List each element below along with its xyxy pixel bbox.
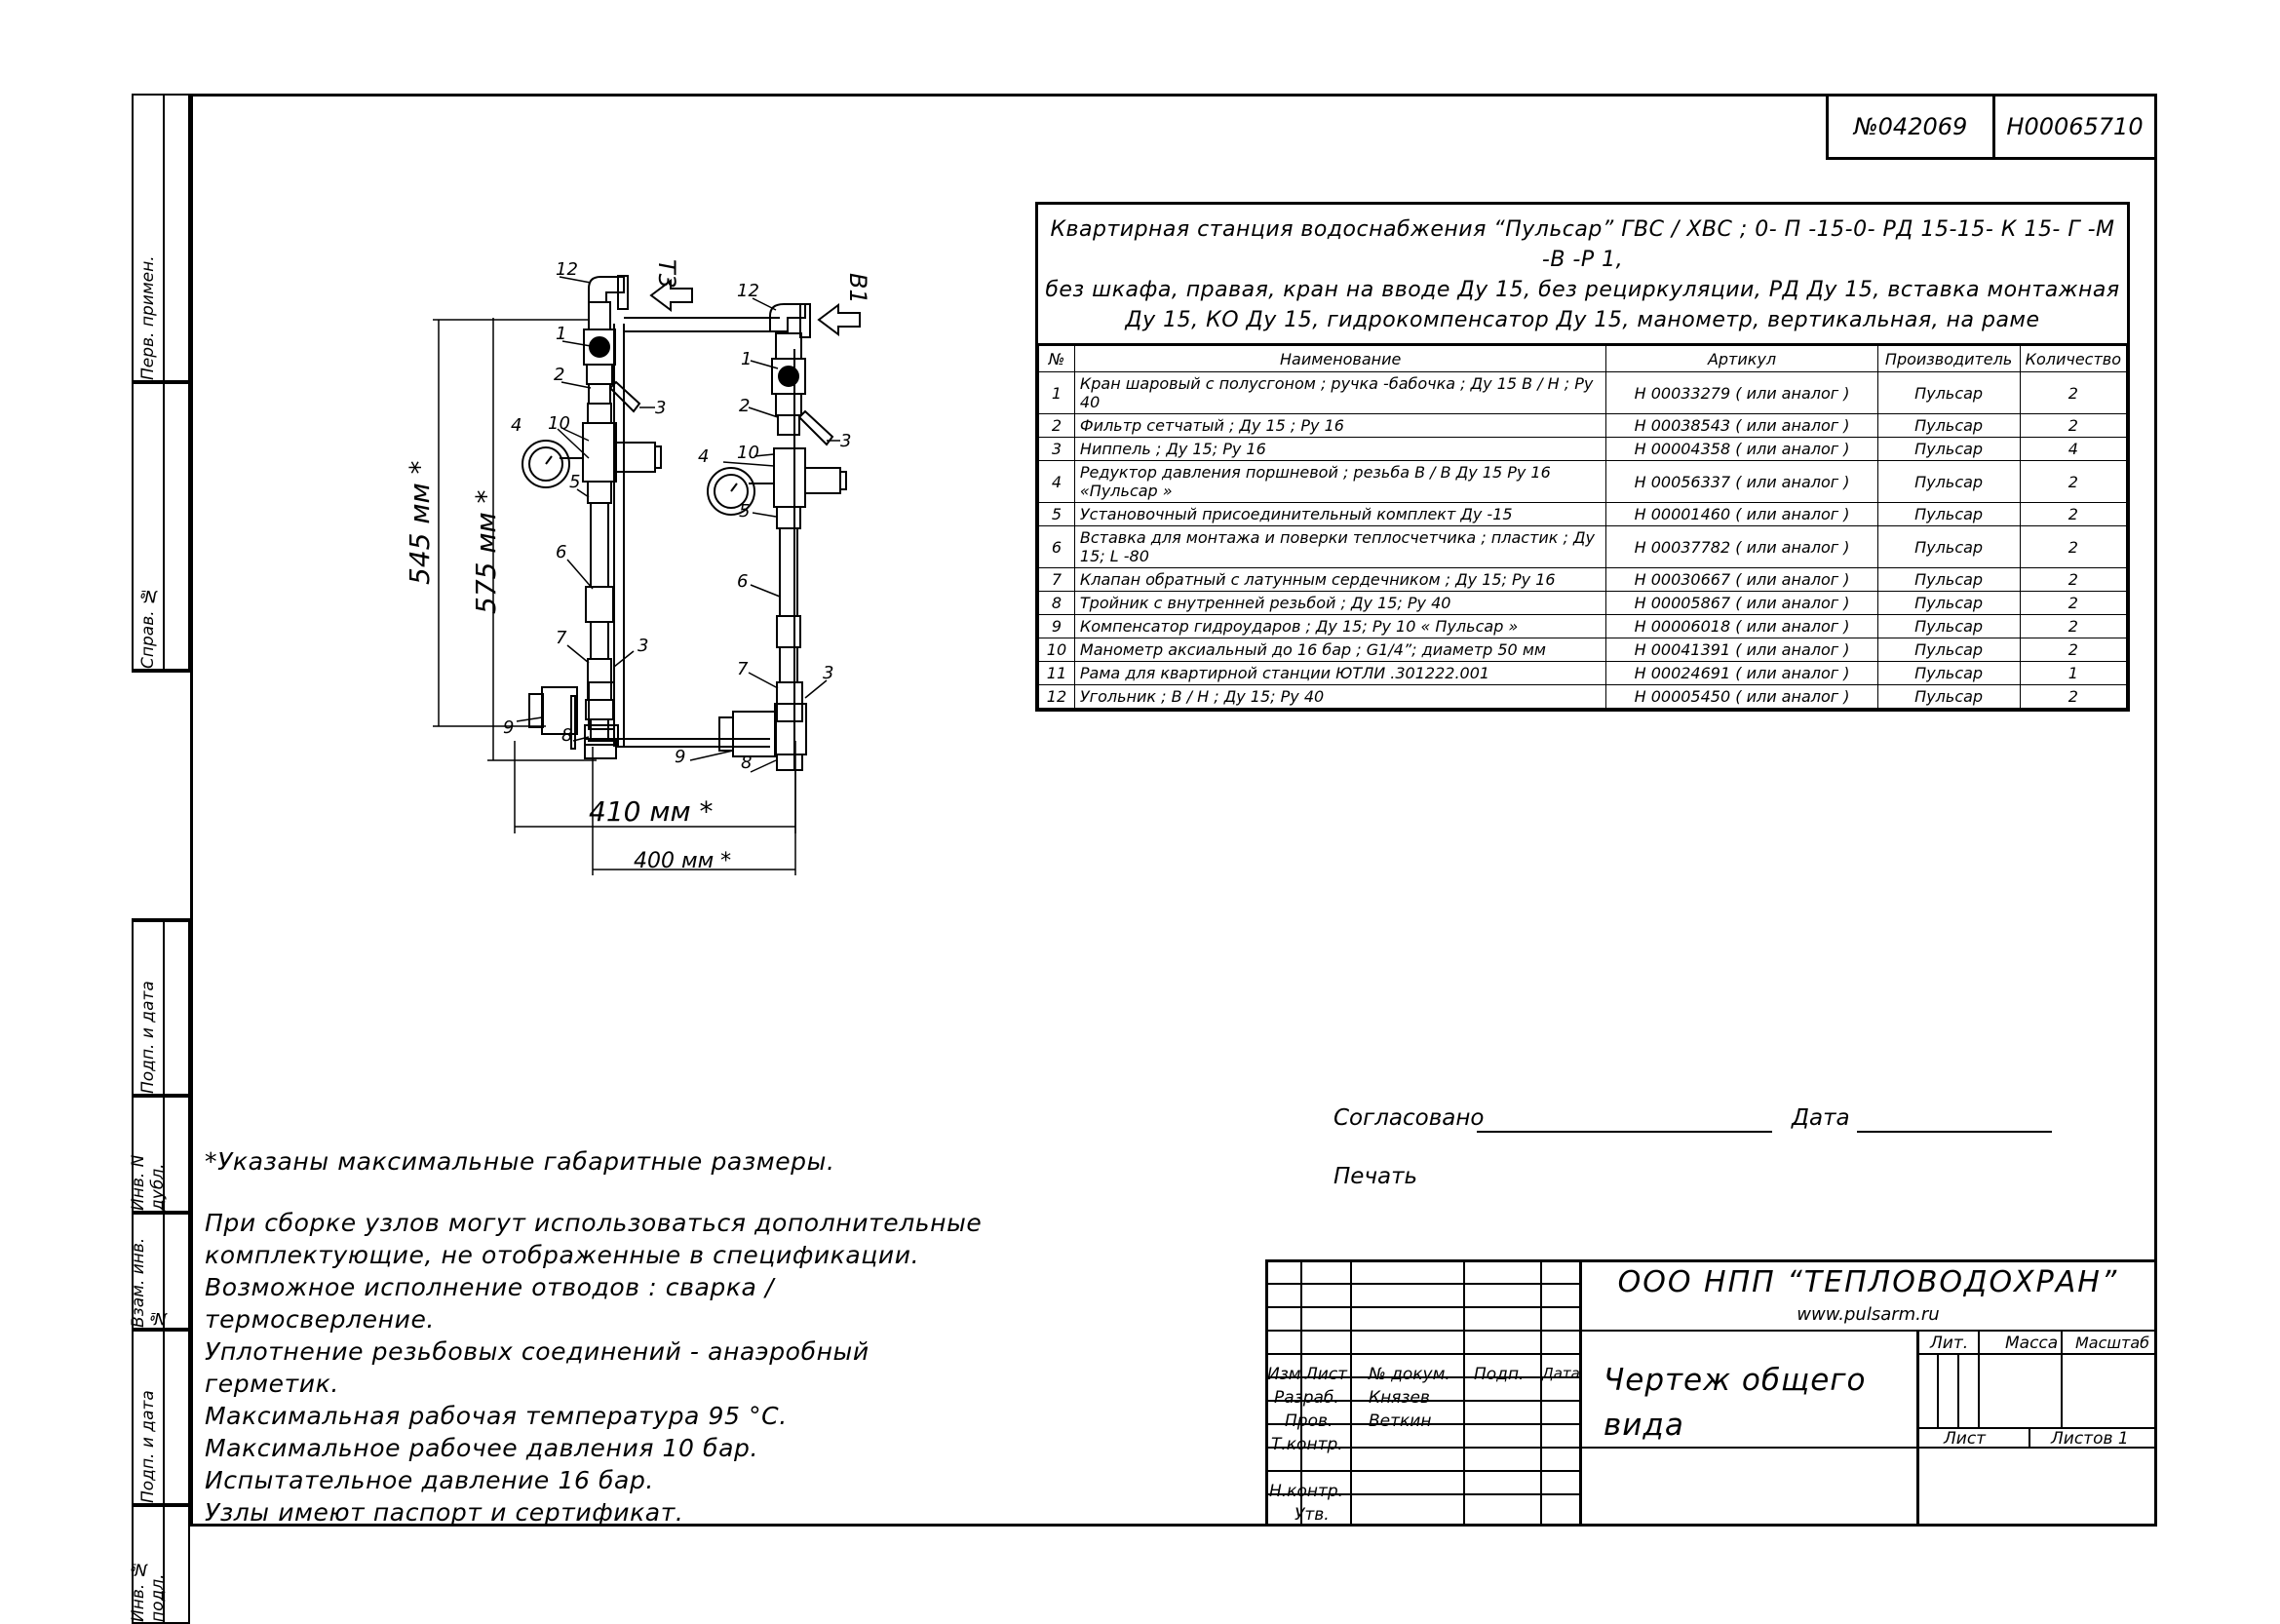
cell-name: Клапан обратный с латунным сердечником ; Ду 15; Ру 16 — [1074, 568, 1606, 592]
left-riser — [522, 276, 661, 758]
sidebar-label: Инв. N дубл. — [129, 1154, 168, 1211]
cell-no: 12 — [1039, 685, 1075, 709]
cell-quantity: 2 — [2020, 414, 2126, 438]
drawing-title-line: Чертеж общего — [1604, 1363, 1867, 1398]
tb-name-prov: Веткин — [1369, 1411, 1432, 1431]
tb-massa: Масса — [2005, 1334, 2059, 1353]
dim-545: 545 мм * — [404, 460, 436, 585]
callout-label: 10 — [737, 443, 759, 463]
callout-label: 3 — [840, 431, 852, 451]
tb-col-list: Лист — [1305, 1365, 1348, 1384]
cell-no: 9 — [1039, 615, 1075, 638]
cell-quantity: 1 — [2020, 662, 2126, 685]
tb-col-izm: Изм — [1267, 1365, 1301, 1384]
col-header-no: № — [1039, 346, 1075, 372]
flow-arrow-right-icon — [819, 305, 860, 334]
drawing-title-line: вида — [1604, 1408, 1684, 1443]
cell-article: Н 00006018 ( или аналог ) — [1606, 615, 1877, 638]
cell-article: Н 00041391 ( или аналог ) — [1606, 638, 1877, 662]
col-header-name: Наименование — [1074, 346, 1606, 372]
callout-label: 3 — [638, 636, 649, 656]
cell-quantity: 2 — [2020, 568, 2126, 592]
note-dimensions: *Указаны максимальные габаритные размеры. — [205, 1147, 835, 1176]
company-name: ООО НПП “ТЕПЛОВОДОХРАН” — [1617, 1265, 2119, 1299]
tb-role-razrab: Разраб. — [1274, 1388, 1339, 1408]
cell-manufacturer: Пульсар — [1877, 638, 2020, 662]
cell-quantity: 2 — [2020, 685, 2126, 709]
callouts-right — [675, 281, 851, 773]
cell-quantity: 2 — [2020, 526, 2126, 568]
approved-label: Согласовано — [1333, 1105, 1485, 1131]
company-website: www.pulsarm.ru — [1797, 1304, 1940, 1325]
note-line: Максимальное рабочее давления 10 бар. — [205, 1434, 759, 1462]
drawing-title — [1604, 1358, 1867, 1448]
cell-quantity: 2 — [2020, 615, 2126, 638]
cell-name: Угольник ; В / Н ; Ду 15; Ру 40 — [1074, 685, 1606, 709]
right-riser — [708, 304, 846, 770]
cell-name: Фильтр сетчатый ; Ду 15 ; Ру 16 — [1074, 414, 1606, 438]
flow-label-b1: В1 — [844, 273, 871, 304]
spec-title-line: Квартирная станция водоснабжения “Пульсар” ГВС / ХВС ; 0- П -15-0- РД 15-15- К 15- Г -М -В -Р 1, — [1050, 217, 2115, 272]
cell-no: 11 — [1039, 662, 1075, 685]
cell-quantity: 2 — [2020, 592, 2126, 615]
cell-manufacturer: Пульсар — [1877, 685, 2020, 709]
dim-575: 575 мм * — [470, 489, 502, 614]
note-line: Узлы имеют паспорт и сертификат. — [205, 1498, 684, 1527]
col-header-article: Артикул — [1606, 346, 1877, 372]
notes-block — [205, 1145, 985, 1528]
sidebar-label: Взам. инв. № — [129, 1237, 168, 1328]
callout-label: 6 — [737, 571, 749, 592]
cell-quantity: 4 — [2020, 438, 2126, 461]
note-line: Уплотнение резьбовых соединений - анаэробный герметик. — [205, 1337, 869, 1398]
cell-no: 10 — [1039, 638, 1075, 662]
stamp-label: Печать — [1333, 1164, 1418, 1189]
approved-signature-line — [1477, 1131, 1772, 1133]
tb-role-utv: Утв. — [1295, 1505, 1330, 1525]
sidebar-label: Справ. № — [138, 585, 158, 669]
date-line — [1857, 1131, 2052, 1133]
callout-label: 5 — [569, 472, 581, 492]
cell-manufacturer: Пульсар — [1877, 461, 2020, 503]
dim-400: 400 мм * — [634, 849, 732, 873]
cell-name: Тройник с внутренней резьбой ; Ду 15; Ру 40 — [1074, 592, 1606, 615]
note-line: Максимальная рабочая температура 95 °С. — [205, 1402, 788, 1430]
cell-manufacturer: Пульсар — [1877, 526, 2020, 568]
callout-label: 10 — [548, 413, 570, 434]
cell-no: 2 — [1039, 414, 1075, 438]
callout-label: 9 — [675, 747, 686, 767]
cell-manufacturer: Пульсар — [1877, 568, 2020, 592]
callout-label: 12 — [737, 281, 759, 301]
cell-manufacturer: Пульсар — [1877, 592, 2020, 615]
tb-role-prov: Пров. — [1285, 1411, 1333, 1431]
cell-manufacturer: Пульсар — [1877, 503, 2020, 526]
tb-sheet: Лист — [1944, 1429, 1987, 1449]
cell-manufacturer: Пульсар — [1877, 372, 2020, 414]
leader-lines — [517, 277, 840, 772]
tb-sheets: Листов 1 — [2051, 1429, 2129, 1449]
sidebar-label: Подп. и дата — [138, 981, 158, 1094]
callout-label: 8 — [741, 753, 753, 773]
callout-label: 1 — [556, 324, 567, 344]
cell-name: Установочный присоединительный комплект Ду -15 — [1074, 503, 1606, 526]
cell-article: Н 00004358 ( или аналог ) — [1606, 438, 1877, 461]
sidebar-label: Инв. № подл. — [129, 1559, 168, 1622]
callout-label: 3 — [655, 398, 667, 418]
flow-label-t3: Т3 — [653, 259, 680, 289]
callout-label: 7 — [737, 659, 749, 679]
cell-article: Н 00033279 ( или аналог ) — [1606, 372, 1877, 414]
callout-label: 6 — [556, 542, 567, 562]
cell-no: 1 — [1039, 372, 1075, 414]
tb-masshtab: Масштаб — [2075, 1334, 2150, 1352]
note-line: Испытательное давление 16 бар. — [205, 1466, 654, 1494]
tb-col-doc: № докум. — [1369, 1365, 1450, 1384]
cell-name: Редуктор давления поршневой ; резьба В / В Ду 15 Ру 16 «Пульсар » — [1074, 461, 1606, 503]
cell-article: Н 00005867 ( или аналог ) — [1606, 592, 1877, 615]
tb-lit: Лит. — [1930, 1334, 1969, 1353]
note-line: комплектующие, не отображенные в спецификации. — [205, 1241, 920, 1269]
tb-role-nkontr: Н.контр. — [1269, 1482, 1344, 1501]
callout-label: 2 — [554, 365, 565, 385]
cell-article: Н 00056337 ( или аналог ) — [1606, 461, 1877, 503]
cell-no: 5 — [1039, 503, 1075, 526]
col-header-quantity: Количество — [2020, 346, 2126, 372]
tb-name-razrab: Князев — [1369, 1388, 1430, 1408]
cell-quantity: 2 — [2020, 372, 2126, 414]
cell-manufacturer: Пульсар — [1877, 438, 2020, 461]
cell-name: Вставка для монтажа и поверки теплосчетчика ; пластик ; Ду 15; L -80 — [1074, 526, 1606, 568]
cell-name: Ниппель ; Ду 15; Ру 16 — [1074, 438, 1606, 461]
cell-article: Н 00038543 ( или аналог ) — [1606, 414, 1877, 438]
callout-label: 3 — [823, 663, 834, 683]
date-label: Дата — [1792, 1105, 1850, 1131]
cell-manufacturer: Пульсар — [1877, 615, 2020, 638]
callout-label: 1 — [741, 349, 753, 369]
cell-article: Н 00030667 ( или аналог ) — [1606, 568, 1877, 592]
sidebar-label: Подп. и дата — [138, 1390, 158, 1503]
dim-410: 410 мм * — [589, 795, 714, 828]
callout-label: 8 — [561, 725, 573, 746]
tb-col-data: Дата — [1542, 1365, 1580, 1382]
callout-label: 5 — [739, 501, 751, 522]
callout-label: 9 — [503, 717, 515, 738]
note-line: При сборке узлов могут использоваться дополнительные — [205, 1209, 983, 1237]
cell-no: 7 — [1039, 568, 1075, 592]
col-header-manufacturer: Производитель — [1877, 346, 2020, 372]
callout-label: 12 — [556, 259, 578, 280]
tb-role-tkontr: Т.контр. — [1271, 1435, 1343, 1454]
frame-rails — [615, 318, 780, 747]
cell-name: Кран шаровый с полусгоном ; ручка -бабочка ; Ду 15 В / Н ; Ру 40 — [1074, 372, 1606, 414]
cell-quantity: 2 — [2020, 503, 2126, 526]
cell-manufacturer: Пульсар — [1877, 414, 2020, 438]
cell-article: Н 00024691 ( или аналог ) — [1606, 662, 1877, 685]
cell-no: 4 — [1039, 461, 1075, 503]
cell-manufacturer: Пульсар — [1877, 662, 2020, 685]
tb-col-podp: Подп. — [1474, 1365, 1525, 1384]
cell-quantity: 2 — [2020, 461, 2126, 503]
cell-article: Н 00037782 ( или аналог ) — [1606, 526, 1877, 568]
doc-code: Н00065710 — [2006, 113, 2144, 140]
cell-no: 6 — [1039, 526, 1075, 568]
doc-number: №042069 — [1829, 97, 1995, 157]
callout-label: 2 — [739, 396, 751, 416]
cell-name: Манометр аксиальный до 16 бар ; G1/4”; диаметр 50 мм — [1074, 638, 1606, 662]
cell-no: 8 — [1039, 592, 1075, 615]
callout-label: 4 — [698, 446, 710, 467]
callout-label: 4 — [511, 415, 522, 436]
cell-article: Н 00005450 ( или аналог ) — [1606, 685, 1877, 709]
cell-name: Компенсатор гидроударов ; Ду 15; Ру 10 « Пульсар » — [1074, 615, 1606, 638]
cell-name: Рама для квартирной станции ЮТЛИ .301222.001 — [1074, 662, 1606, 685]
sidebar-label: Перв. примен. — [138, 255, 158, 380]
spec-title-line: без шкафа, правая, кран на вводе Ду 15, без рециркуляции, РД Ду 15, вставка монтажная — [1045, 278, 2120, 302]
note-line: Возможное исполнение отводов : сварка / термосверление. — [205, 1273, 775, 1334]
spec-title-line: Ду 15, КО Ду 15, гидрокомпенсатор Ду 15, манометр, вертикальная, на раме — [1125, 308, 2040, 332]
cell-article: Н 00001460 ( или аналог ) — [1606, 503, 1877, 526]
callout-label: 7 — [556, 628, 567, 648]
cell-quantity: 2 — [2020, 638, 2126, 662]
cell-no: 3 — [1039, 438, 1075, 461]
